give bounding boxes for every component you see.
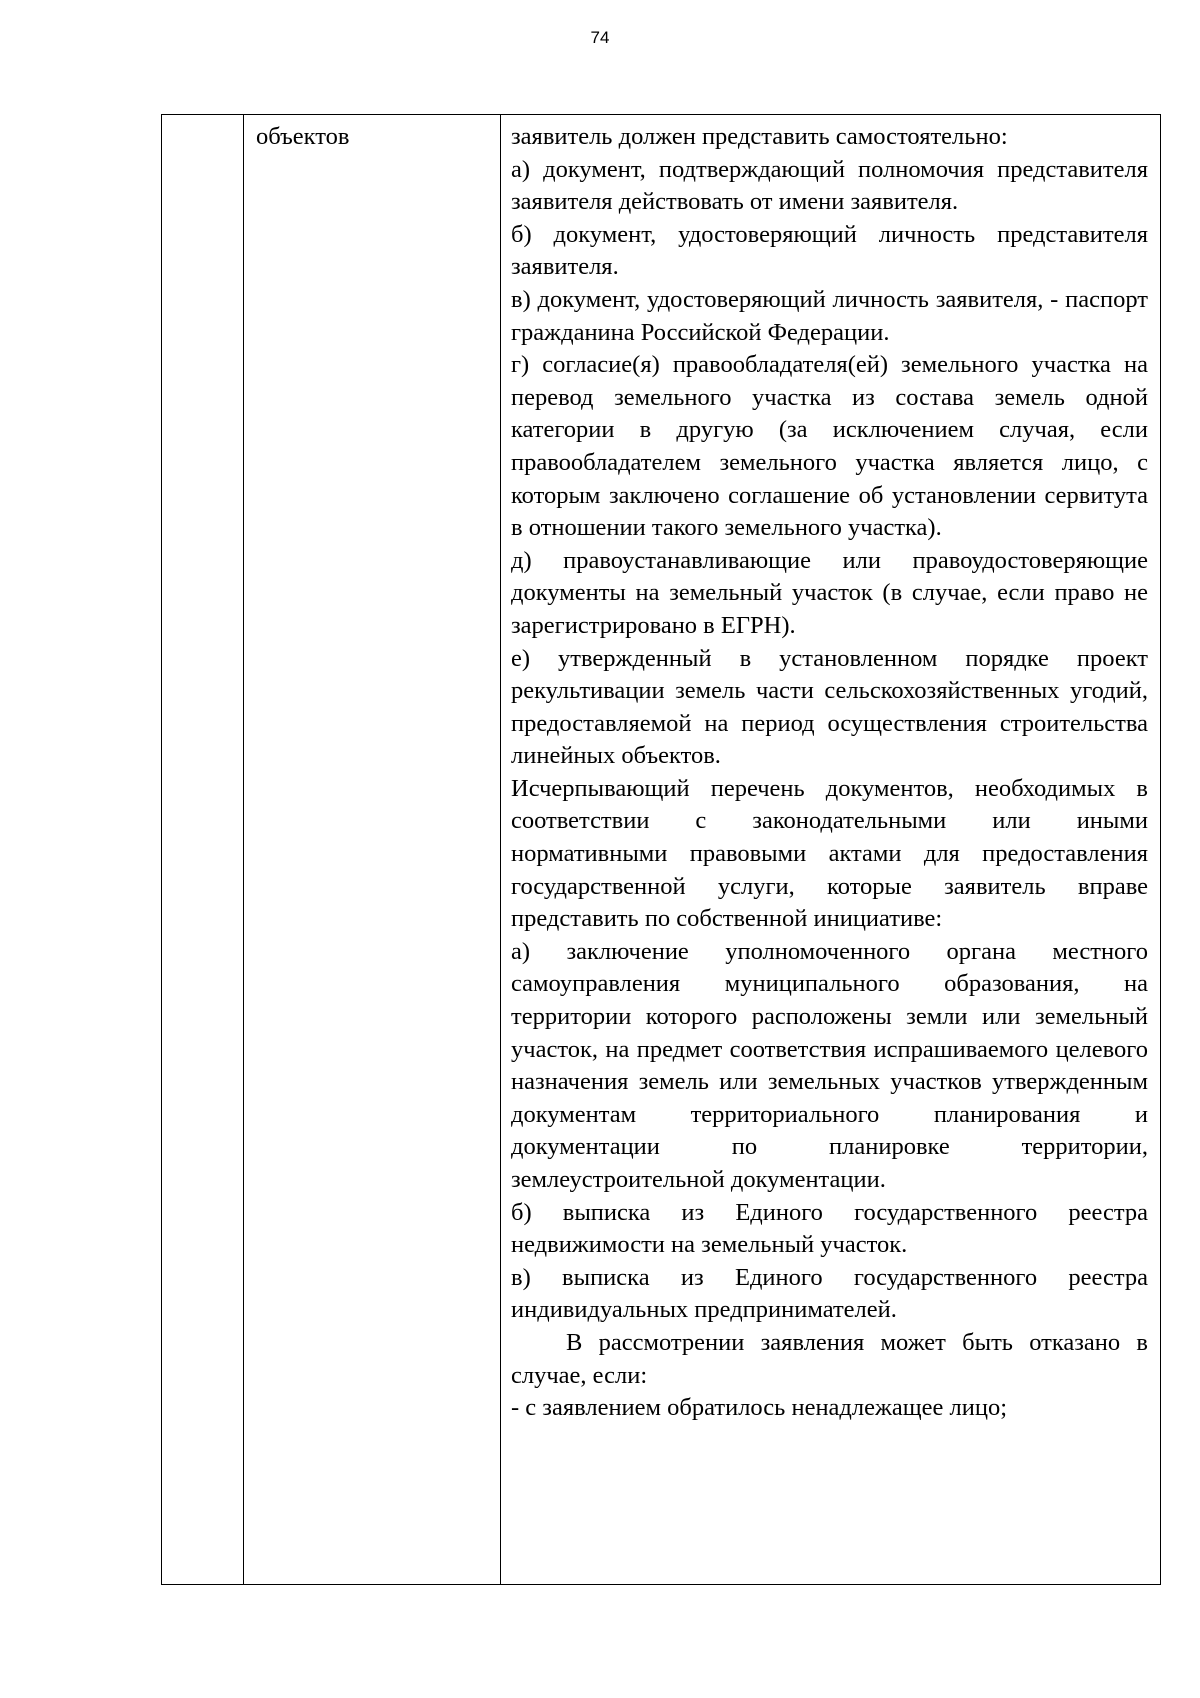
content-paragraph: д) правоустанавливающие или правоудостоверяющие документы на земельный участок (в случае, если право не зарегистрировано в ЕГРН).	[511, 546, 1148, 639]
table-cell-subject	[244, 115, 501, 1584]
content-paragraph: в) документ, удостоверяющий личность заявителя, - паспорт гражданина Российской Федерации.	[511, 285, 1148, 346]
table-cell-number	[162, 115, 244, 1584]
table-cell-content	[501, 115, 1160, 1584]
content-paragraph: е) утвержденный в установленном порядке проект рекультивации земель части сельскохозяйственных угодий, предоставляемой на период осуществления строительства линейных объектов.	[511, 644, 1148, 770]
page-number: 74	[590, 28, 610, 47]
content-paragraph: В рассмотрении заявления может быть отказано в случае, если:	[511, 1328, 1148, 1389]
content-paragraph: а) документ, подтверждающий полномочия представителя заявителя действовать от имени заявителя.	[511, 155, 1148, 216]
content-paragraph: - с заявлением обратилось ненадлежащее лицо;	[511, 1394, 1008, 1422]
content-paragraph: а) заключение уполномоченного органа местного самоуправления муниципального образования, на территории которого расположены земли или земельный участок, на предмет соответствия испрашиваемого целевого назначения земель или земельных участков утвержденным документам территориального планирования и документации по планировке территории, землеустроительной документации.	[511, 937, 1148, 1193]
content-paragraph: в) выписка из Единого государственного реестра индивидуальных предпринимателей.	[511, 1263, 1148, 1324]
content-paragraph: г) согласие(я) правообладателя(ей) земельного участка на перевод земельного участка из состава земель одной категории в другую (за исключением случая, если правообладателем земельного участка является лицо, с которым заключено соглашение об установлении сервитута в отношении такого земельного участка).	[511, 351, 1148, 542]
subject-text: объектов	[256, 123, 350, 150]
content-paragraph: б) документ, удостоверяющий личность представителя заявителя.	[511, 220, 1148, 281]
content-paragraph: Исчерпывающий перечень документов, необходимых в соответствии с законодательными или иными нормативными правовыми актами для предоставления государственной услуги, которые заявитель вправе представить по собственной инициативе:	[511, 774, 1148, 933]
content-paragraph: б) выписка из Единого государственного реестра недвижимости на земельный участок.	[511, 1198, 1148, 1259]
content-paragraph: заявитель должен представить самостоятельно:	[511, 123, 1008, 150]
document-table	[161, 114, 1161, 1585]
